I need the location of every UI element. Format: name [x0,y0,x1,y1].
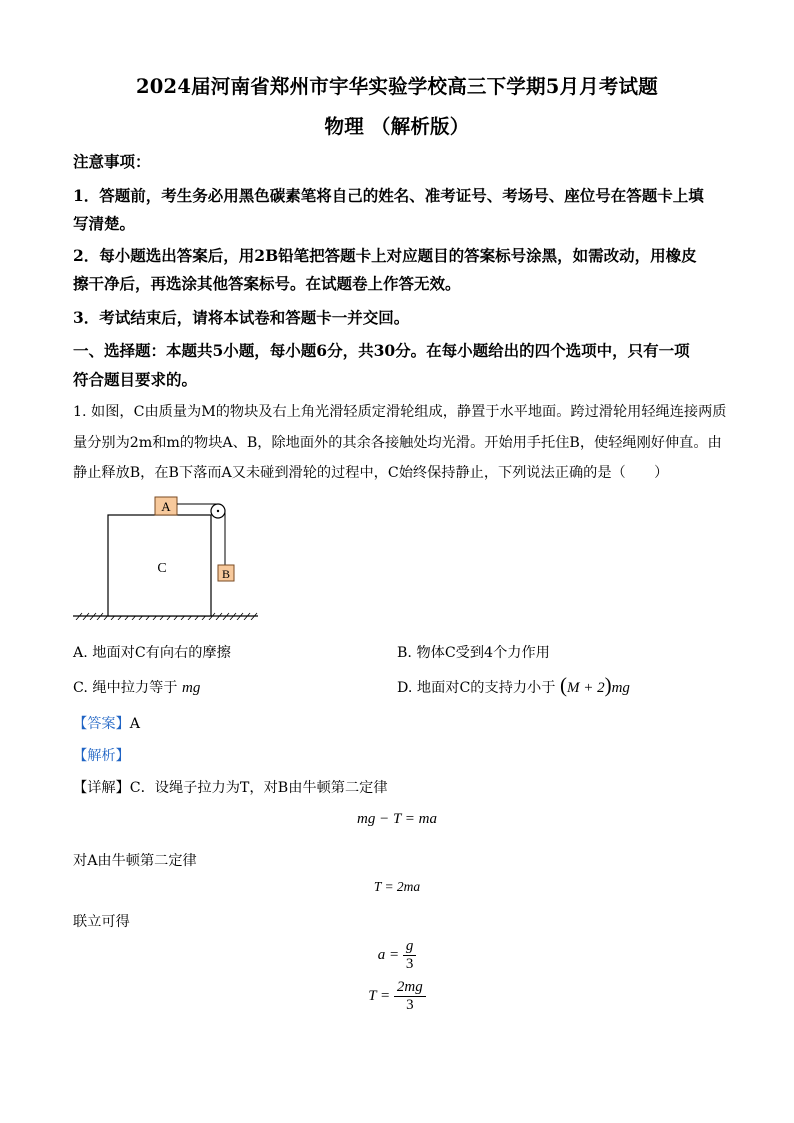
notice-item-1-line-2: 写清楚。 [73,214,136,233]
text-newton-a: 对A由牛顿第二定律 [73,853,197,869]
page-title: 2024届河南省郑州市宇华实验学校高三下学期5月月考试题 [136,75,658,98]
notice-item-1-line-1: 1．答题前，考生务必用黑色碳素笔将自己的姓名、准考证号、考场号、座位号在答题卡上填 [73,186,704,205]
notice-item-3: 3．考试结束后，请将本试卷和答题卡一并交回。 [73,308,410,327]
block-b-label: B [221,567,231,581]
equation-2: T = 2ma [373,879,421,894]
option-c-text: C. 绳中拉力等于 [73,680,178,696]
notice-item-2-line-1: 2．每小题选出答案后，用2B铅笔把答题卡上对应题目的答案标号涂黑，如需改动，用橡皮 [73,246,697,265]
equation-4-numerator: 2mg [394,979,426,997]
pulley-axle [217,510,219,512]
option-a: A. 地面对C有向右的摩擦 [73,645,231,661]
option-d-text: D. 地面对C的支持力小于 [397,680,556,696]
option-c [73,677,200,697]
equation-3-numerator: g [403,938,417,956]
option-d-math: (M + 2)mg [559,673,630,697]
option-b: B. 物体C受到4个力作用 [397,645,550,661]
analysis-label: 【解析】 [73,748,130,764]
section-heading-line-1: 一、选择题：本题共5小题，每小题6分，共30分。在每小题给出的四个选项中，只有一项 [73,341,690,360]
option-d-math-suffix: mg [611,680,630,696]
notice-item-2-line-2: 擦干净后，再选涂其他答案标号。在试题卷上作答无效。 [73,274,461,293]
question-1-figure [70,490,260,620]
equation-3-fraction [403,938,417,973]
answer-value: A [129,716,141,732]
question-1-line-3: 静止释放B，在B下落而A又未碰到滑轮的过程中，C始终保持静止，下列说法正确的是（ ） [73,465,669,481]
option-d-math-inner: M + 2 [566,680,605,696]
equation-4-denominator: 3 [406,997,414,1013]
page-subtitle: 物理 （解析版） [324,115,470,138]
answer-line [73,713,140,733]
answer-label: 【答案】 [73,716,130,732]
option-d [397,673,630,698]
block-a-label: A [161,499,171,514]
equation-4-fraction [394,979,426,1014]
question-1-line-2: 量分别为2m和m的物块A、B，除地面外的其余各接触处均光滑。开始用手托住B，使轻绳刚好伸直。由 [73,435,722,451]
text-combine: 联立可得 [73,914,130,930]
equation-3 [0,938,794,973]
section-heading-line-2: 符合题目要求的。 [73,370,198,389]
option-c-math: mg [182,680,201,696]
equation-4 [0,979,794,1014]
detail-line [73,777,388,797]
equation-3-denominator: 3 [405,956,414,972]
detail-label: 【详解】 [73,780,130,796]
equation-3-lhs: a = [377,946,400,963]
equation-1: mg − T = ma [357,811,437,827]
equation-4-lhs: T = [368,987,391,1004]
detail-text: C．设绳子拉力为T，对B由牛顿第二定律 [129,780,388,796]
notice-heading: 注意事项： [73,152,151,171]
question-1-line-1: 1. 如图，C由质量为M的物块及右上角光滑轻质定滑轮组成，静置于水平地面。跨过滑轮用轻绳连接两质 [73,404,727,420]
block-c-label: C [157,561,167,576]
